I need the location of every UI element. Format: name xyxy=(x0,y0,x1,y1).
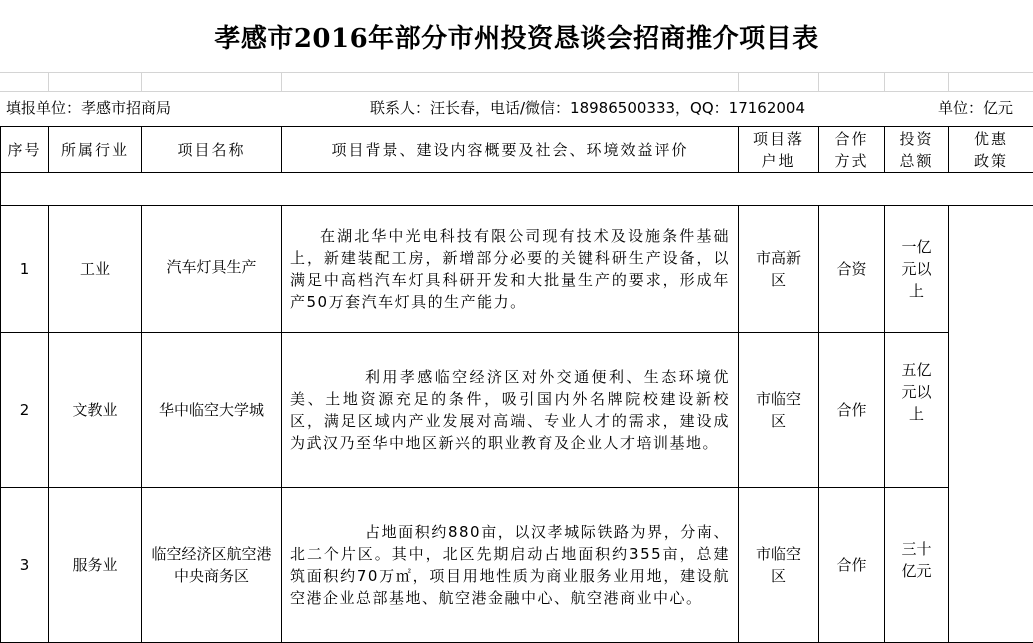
row-industry: 服务业 xyxy=(49,488,142,643)
row-location: 市高新区 xyxy=(739,206,819,333)
policy-cell xyxy=(949,206,1033,643)
sheet-gridline xyxy=(948,72,949,92)
header-industry: 所属行业 xyxy=(49,127,142,173)
header-seq: 序号 xyxy=(1,127,49,173)
sheet-gridline xyxy=(48,72,49,92)
row-investment: 三十亿元 xyxy=(885,488,949,643)
row-description: 利用孝感临空经济区对外交通便利、生态环境优美、土地资源充足的条件，吸引国内外名牌院校建设新校区，满足区域内产业发展对高端、专业人才的需求，建设成为武汉乃至华中地区新兴的职业教育及企业人才培训基地。 xyxy=(282,333,739,488)
row-description: 占地面积约880亩，以汉孝城际铁路为界，分南、北二个片区。其中，北区先期启动占地面积约355亩，总建筑面积约70万㎡，项目用地性质为商业服务业用地，建设航空港企业总部基地、航空港金融中心、航空港商业中心。 xyxy=(282,488,739,643)
header-mode: 合作方式 xyxy=(819,127,885,173)
row-name: 汽车灯具生产 xyxy=(142,206,282,333)
row-name: 临空经济区航空港中央商务区 xyxy=(142,488,282,643)
row-mode: 合作 xyxy=(819,488,885,643)
header-background: 项目背景、建设内容概要及社会、环境效益评价 xyxy=(282,127,739,173)
row-industry: 文教业 xyxy=(49,333,142,488)
row-location: 市临空区 xyxy=(739,333,819,488)
sheet-gridline xyxy=(0,72,1033,73)
table-row xyxy=(1,333,1033,488)
sheet-gridline xyxy=(281,72,282,92)
table-row xyxy=(1,206,1033,333)
header-location: 项目落户地 xyxy=(739,127,819,173)
row-description: 在湖北华中光电科技有限公司现有技术及设施条件基础上，新建装配工房，新增部分必要的关键科研生产设备，以满足中高档汽车灯具科研开发和大批量生产的要求，形成年产50万套汽车灯具的生产能力。 xyxy=(282,206,739,333)
row-investment: 五亿元以上 xyxy=(885,333,949,488)
project-table xyxy=(0,126,1033,643)
table-header-row xyxy=(1,127,1033,173)
page-title: 孝感市2016年部分市州投资恳谈会招商推介项目表 xyxy=(0,0,1033,72)
row-industry: 工业 xyxy=(49,206,142,333)
row-name: 华中临空大学城 xyxy=(142,333,282,488)
row-investment: 一亿元以上 xyxy=(885,206,949,333)
spacer-cell xyxy=(1,173,1033,206)
sheet-gridline xyxy=(738,72,739,92)
sheet-gridline xyxy=(818,72,819,92)
row-mode: 合资 xyxy=(819,206,885,333)
header-name: 项目名称 xyxy=(142,127,282,173)
filing-unit: 填报单位：孝感市招商局 xyxy=(6,92,171,124)
currency-unit: 单位：亿元 xyxy=(938,92,1013,124)
contact-info: 联系人：汪长春，电话/微信：18986500333，QQ：17162004 xyxy=(370,92,805,124)
row-seq: 1 xyxy=(1,206,49,333)
sheet-gridline xyxy=(141,72,142,92)
row-location: 市临空区 xyxy=(739,488,819,643)
header-policy: 优惠政策 xyxy=(949,127,1033,173)
table-row xyxy=(1,488,1033,643)
header-investment: 投资总额 xyxy=(885,127,949,173)
row-mode: 合作 xyxy=(819,333,885,488)
row-seq: 3 xyxy=(1,488,49,643)
sheet-gridline xyxy=(884,72,885,92)
table-spacer-row xyxy=(1,173,1033,206)
row-seq: 2 xyxy=(1,333,49,488)
